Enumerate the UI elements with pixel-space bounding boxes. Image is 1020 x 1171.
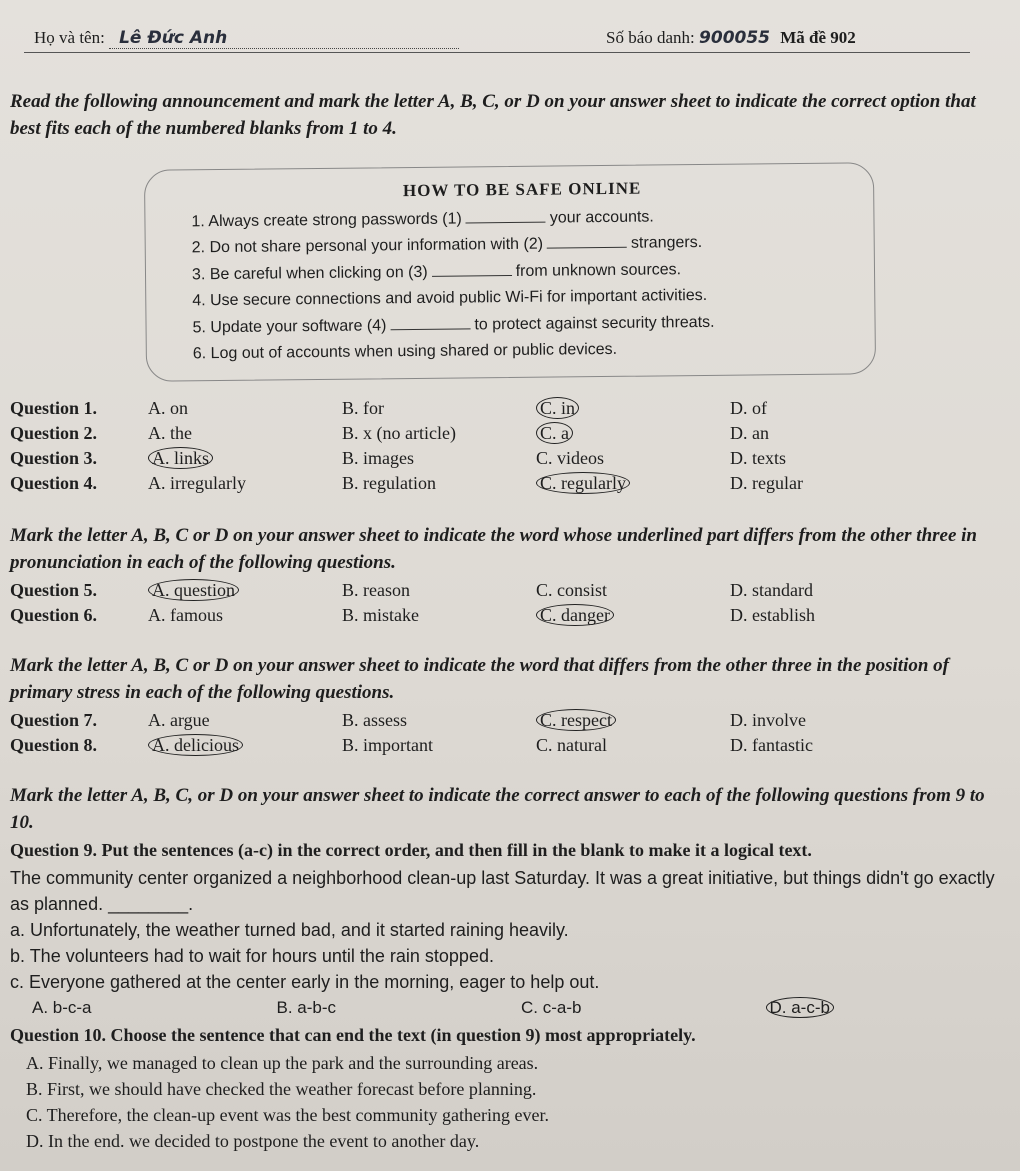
handwritten-sbd: 900055 [699,28,771,48]
announcement-line: 5. Update your software (4) to protect against security threats. [192,313,715,336]
q10-option[interactable]: D. In the end. we decided to postpone the event to another day. [26,1130,480,1151]
section2 [10,522,1010,628]
q9-sentence: c. Everyone gathered at the center early in the morning, eager to help out. [10,971,600,992]
sbd-label: Số báo danh: [606,28,695,47]
question-row: Question 2. A. the B. x (no article) C. a D. an [10,422,769,443]
announcement-line: 4. Use secure connections and avoid public Wi-Fi for important activities. [192,286,708,310]
q10-option[interactable]: A. Finally, we managed to clean up the park and the surrounding areas. [26,1052,539,1073]
announcement-title: HOW TO BE SAFE ONLINE [402,178,642,201]
announcement-line: 6. Log out of accounts when using shared or public devices. [192,340,618,363]
announcement-line: 1. Always create strong passwords (1) your accounts. [191,207,654,230]
question-row: Question 1. A. on B. for C. in D. of [10,397,767,418]
question-row: Question 4. A. irregularly B. regulation C. regularly D. regular [10,472,803,493]
handwritten-name: Lê Đức Anh [119,28,228,48]
questions-1-4 [10,396,1010,496]
q9-options: A. b-c-a B. a-b-c C. c-a-b D. a-c-b [32,995,1010,1021]
student-name-field [34,28,459,49]
exam-header [10,18,1010,62]
section3-instruction: Mark the letter A, B, C or D on your answer sheet to indicate the word that differs from the other three in the position of primary stress in each of the following questions. [10,654,950,703]
q9-sentence: b. The volunteers had to wait for hours until the rain stopped. [10,945,494,966]
q10-option[interactable]: B. First, we should have checked the weather forecast before planning. [26,1078,537,1099]
question-row: Question 3. A. links B. images C. videos D. texts [10,447,786,468]
announcement-box [144,162,876,381]
q9-sentence: a. Unfortunately, the weather turned bad, and it started raining heavily. [10,919,569,940]
q9-title: Question 9. Put the sentences (a-c) in the correct order, and then fill in the blank to make it a logical text. [10,839,812,860]
question-row: Question 6. A. famous B. mistake C. danger D. establish [10,604,815,625]
q10-title: Question 10. Choose the sentence that can end the text (in question 9) most appropriately. [10,1024,696,1045]
q9-text: The community center organized a neighborhood clean-up last Saturday. It was a great initiative, but things didn't go exactly as planned. ________. [10,867,995,914]
announcement-line: 3. Be careful when clicking on (3) from unknown sources. [191,260,682,283]
candidate-number-field [606,28,856,48]
name-label: Họ và tên: [34,28,105,47]
header-rule [24,52,970,53]
announcement-line: 2. Do not share personal your information with (2) strangers. [191,233,703,257]
section4 [10,782,1010,1154]
section4-instruction: Mark the letter A, B, C, or D on your answer sheet to indicate the correct answer to each of the following questions from 9 to 10. [10,784,985,833]
section1-instruction: Read the following announcement and mark the letter A, B, C, or D on your answer sheet to indicate the correct option that best fits each of the numbered blanks from 1 to 4. [10,91,976,139]
q10-option[interactable]: C. Therefore, the clean-up event was the best community gathering ever. [26,1104,549,1125]
question-row: Question 5. A. question B. reason C. consist D. standard [10,579,813,600]
question-row: Question 7. A. argue B. assess C. respect D. involve [10,709,806,730]
section2-instruction: Mark the letter A, B, C or D on your answer sheet to indicate the word whose underlined part differs from the other three in pronunciation in each of the following questions. [10,524,977,573]
question-10 [10,1025,1010,1154]
exam-code: Mã đề 902 [780,28,856,47]
section3 [10,652,1010,758]
question-row: Question 8. A. delicious B. important C. natural D. fantastic [10,734,813,755]
